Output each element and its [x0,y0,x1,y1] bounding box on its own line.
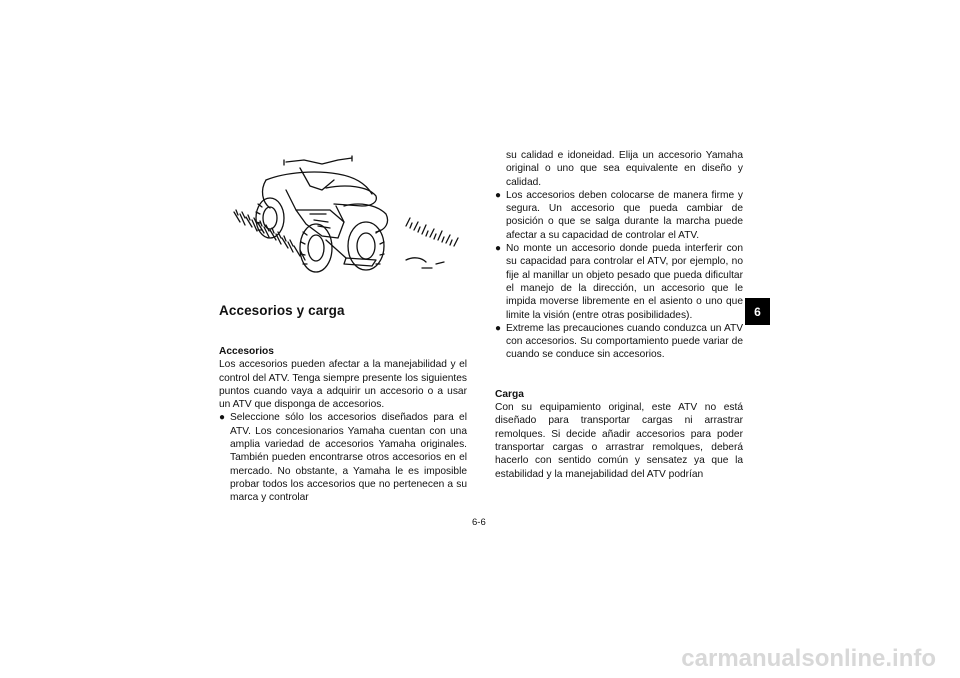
accesorios-intro: Los accesorios pueden afectar a la manejabilidad y el control del ATV. Tenga siempre presente los siguientes puntos cuando vaya a adquirir un accesorio o a usar un ATV que disponga de accesorios. [219,359,467,411]
bullet-text: No monte un accesorio donde pueda interferir con su capacidad para controlar el ATV, por ejemplo, no fije al manillar un objeto pesado que pueda dificultar el manejo de la dirección, un accesorio que le impida moverse libremente en el asiento o uno que limite la visión (entre otras posibilidades). [506,243,743,321]
section-title: Accesorios y carga [219,303,345,318]
atv-rider-icon [226,150,476,290]
list-item [219,411,467,504]
list-item [495,322,743,362]
bullet-icon: ● [495,189,502,201]
bullet-icon: ● [219,412,226,424]
list-item [495,189,743,242]
list-item [495,242,743,322]
page-number: 6-6 [472,517,486,528]
carga-text: Con su equipamiento original, este ATV no está diseñado para transportar cargas ni arrastrar remolques. Si decide añadir accesorios para poder transportar cargas o arrastrar remolques, deberá hacerlo con sentido común y sensatez ya que la estabilidad y la manejabilidad del ATV podrían [495,402,743,480]
bullet-icon: ● [495,243,502,255]
carga-subheading: Carga [495,388,524,400]
bullet-text: Los accesorios deben colocarse de manera firme y segura. Un accesorio que pueda cambiar de posición o que se salga durante la marcha puede afectar a su capacidad de controlar el ATV. [506,189,743,241]
bullet-text: Extreme las precauciones cuando conduzca un ATV con accesorios. Su comportamiento puede variar de cuando se conduce sin accesorios. [506,322,743,361]
chapter-tab: 6 [745,298,770,325]
bullet-icon: ● [495,322,502,334]
accesorios-subheading: Accesorios [219,346,274,357]
bullet-text: Seleccione sólo los accesorios diseñados para el ATV. Los concesionarios Yamaha cuentan con una amplia variedad de accesorios Yamaha originales. También pueden encontrarse otros accesorios en el mercado. No obstante, a Yamaha le es imposible probar todos los accesorios que no pertenecen a su marca y controlar [230,412,467,504]
right-column [495,149,743,481]
watermark: carmanualsonline.info [681,645,936,672]
bullet-continuation: su calidad e idoneidad. Elija un accesorio Yamaha original o uno que sea equivalente en diseño y calidad. [506,150,743,188]
left-column [219,345,467,505]
